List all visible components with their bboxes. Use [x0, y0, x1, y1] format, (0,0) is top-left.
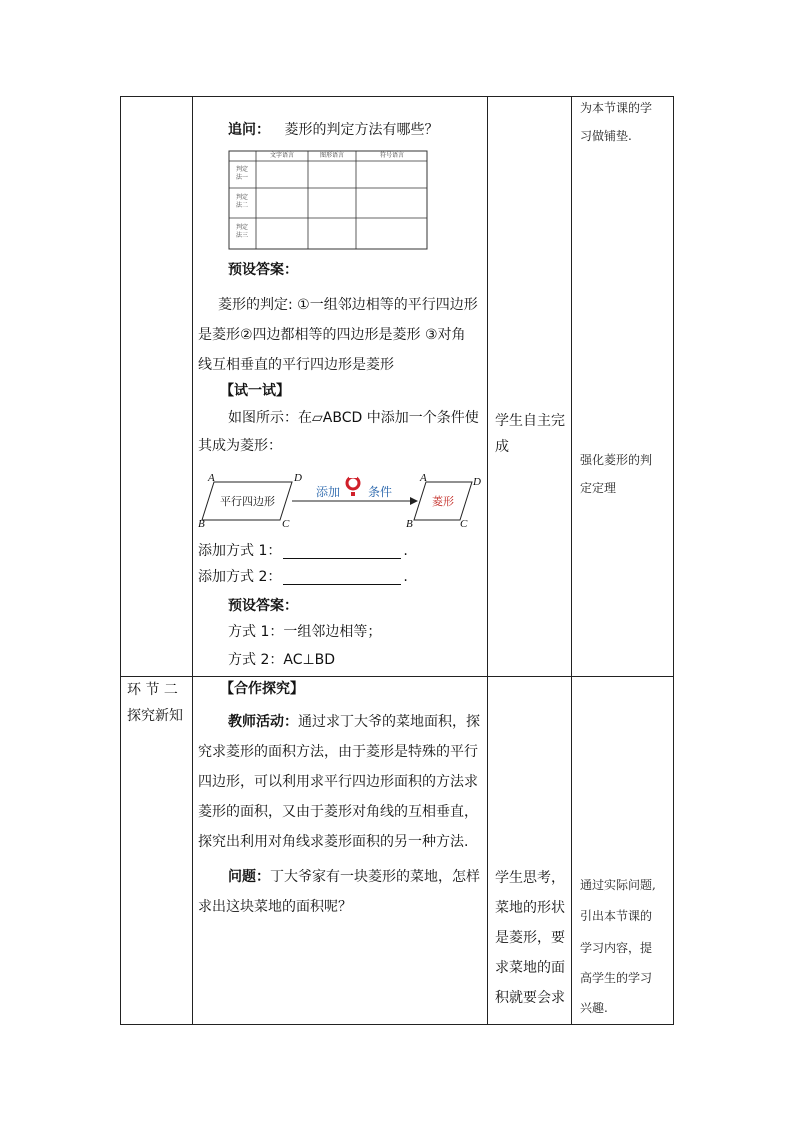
mini-header-3: 符号语言 — [379, 152, 404, 159]
note-bottom-line-3: 学习内容，提 — [580, 941, 653, 955]
table-right-border — [673, 96, 674, 1025]
try-heading: 【试一试】 — [220, 383, 290, 399]
answer-method-2: 方式 2：AC⊥BD — [228, 652, 336, 668]
problem-label: 问题： — [228, 869, 270, 885]
cooperative-heading: 【合作探究】 — [220, 681, 304, 697]
answer-method-1: 方式 1：一组邻边相等； — [228, 624, 382, 640]
table-row-divider — [120, 676, 673, 677]
note-mid-line-1: 强化菱形的判 — [580, 453, 653, 467]
mini-row-2: 判定 法二 — [235, 194, 248, 209]
try-line-2: 其成为菱形： — [198, 438, 282, 454]
answer-line-2: 是菱形②四边都相等的四边形是菱形 ③对角 — [198, 327, 466, 343]
student-bottom-line-4: 求菜地的面 — [495, 960, 565, 976]
question-text: 菱形的判定方法有哪些？ — [284, 122, 439, 138]
try-line-1: 如图所示：在▱ABCD 中添加一个条件使 — [228, 410, 479, 426]
mini-header-2: 图形语言 — [319, 152, 344, 159]
note-mid-line-2: 定定理 — [580, 481, 617, 495]
mini-row-3: 判定 法三 — [235, 224, 248, 239]
problem-line-2: 求出这块菜地的面积呢？ — [198, 899, 352, 915]
student-top-line-1: 学生自主完 — [495, 413, 565, 429]
teacher-label: 教师活动： — [228, 714, 298, 730]
vertex-c-left: C — [282, 518, 290, 530]
student-top-line-2: 成 — [495, 439, 509, 455]
arrow-add-label: 添加 — [316, 485, 341, 499]
mini-table-grid — [228, 150, 428, 250]
table-left-border — [120, 96, 121, 1025]
question-line — [228, 120, 438, 140]
answer-line-1: 菱形的判定: ①一组邻边相等的平行四边形 — [218, 297, 478, 313]
vertex-a-right: A — [420, 472, 427, 484]
left-shape-label: 平行四边形 — [220, 495, 275, 508]
answer-line-3: 线互相垂直的平行四边形是菱形 — [198, 357, 394, 373]
mini-header-1: 文字语言 — [269, 152, 294, 159]
problem-text-1: 丁大爷家有一块菱形的菜地，怎样 — [270, 869, 480, 885]
table-col-divider-2 — [487, 96, 488, 1025]
note-bottom-line-5: 兴趣. — [580, 1001, 608, 1015]
right-shape-label: 菱形 — [432, 495, 454, 508]
criteria-mini-table — [228, 150, 428, 250]
stage-label-line1: 环 节 二 — [127, 682, 178, 698]
table-col-divider-3 — [571, 96, 572, 1025]
preset-answer-label: 预设答案： — [228, 262, 298, 278]
note-bottom-line-4: 高学生的学习 — [580, 971, 653, 985]
stage-label-line2: 探究新知 — [127, 708, 183, 724]
vertex-d-right: D — [473, 476, 481, 488]
note-top-line-2: 习做铺垫. — [580, 129, 632, 143]
teacher-line-5: 探究出利用对角线求菱形面积的另一种方法. — [198, 834, 469, 850]
rhombus-figure — [196, 468, 488, 532]
vertex-d-left: D — [294, 472, 302, 484]
method-2-label: 添加方式 2： — [198, 569, 282, 585]
student-bottom-line-3: 是菱形，要 — [495, 930, 565, 946]
vertex-b-right: B — [406, 518, 413, 530]
mini-row-1: 判定 法一 — [235, 166, 248, 181]
table-col-divider-1 — [192, 96, 193, 1025]
method-2-blank — [283, 570, 401, 585]
preset-answer-label-2: 预设答案： — [228, 598, 298, 614]
table-bottom-border — [120, 1024, 673, 1025]
student-bottom-line-2: 菜地的形状 — [495, 900, 565, 916]
note-bottom-line-2: 引出本节课的 — [580, 909, 653, 923]
teacher-text-1: 通过求丁大爷的菜地面积，探 — [298, 714, 480, 730]
note-bottom-line-1: 通过实际问题, — [580, 878, 656, 892]
teacher-line-1 — [228, 712, 480, 732]
vertex-a-left: A — [208, 472, 215, 484]
arrow-condition-label: 条件 — [368, 485, 393, 499]
table-top-border — [120, 96, 673, 97]
teacher-line-2: 究求菱形的面积方法，由于菱形是特殊的平行 — [198, 744, 478, 760]
student-bottom-line-1: 学生思考， — [495, 870, 565, 886]
teacher-line-3: 四边形，可以利用求平行四边形面积的方法求 — [198, 774, 478, 790]
teacher-line-4: 菱形的面积，又由于菱形对角线的互相垂直， — [198, 804, 478, 820]
vertex-b-left: B — [198, 518, 205, 530]
method-1-line: 添加方式 1： . — [198, 543, 408, 559]
note-top-line-1: 为本节课的学 — [580, 101, 653, 115]
student-bottom-line-5: 积就要会求 — [495, 990, 565, 1006]
problem-line-1 — [228, 867, 480, 887]
method-1-blank — [283, 544, 401, 559]
question-label: 追问： — [228, 122, 270, 138]
method-1-label: 添加方式 1： — [198, 543, 282, 559]
method-2-line: 添加方式 2： . — [198, 569, 408, 585]
vertex-c-right: C — [460, 518, 468, 530]
